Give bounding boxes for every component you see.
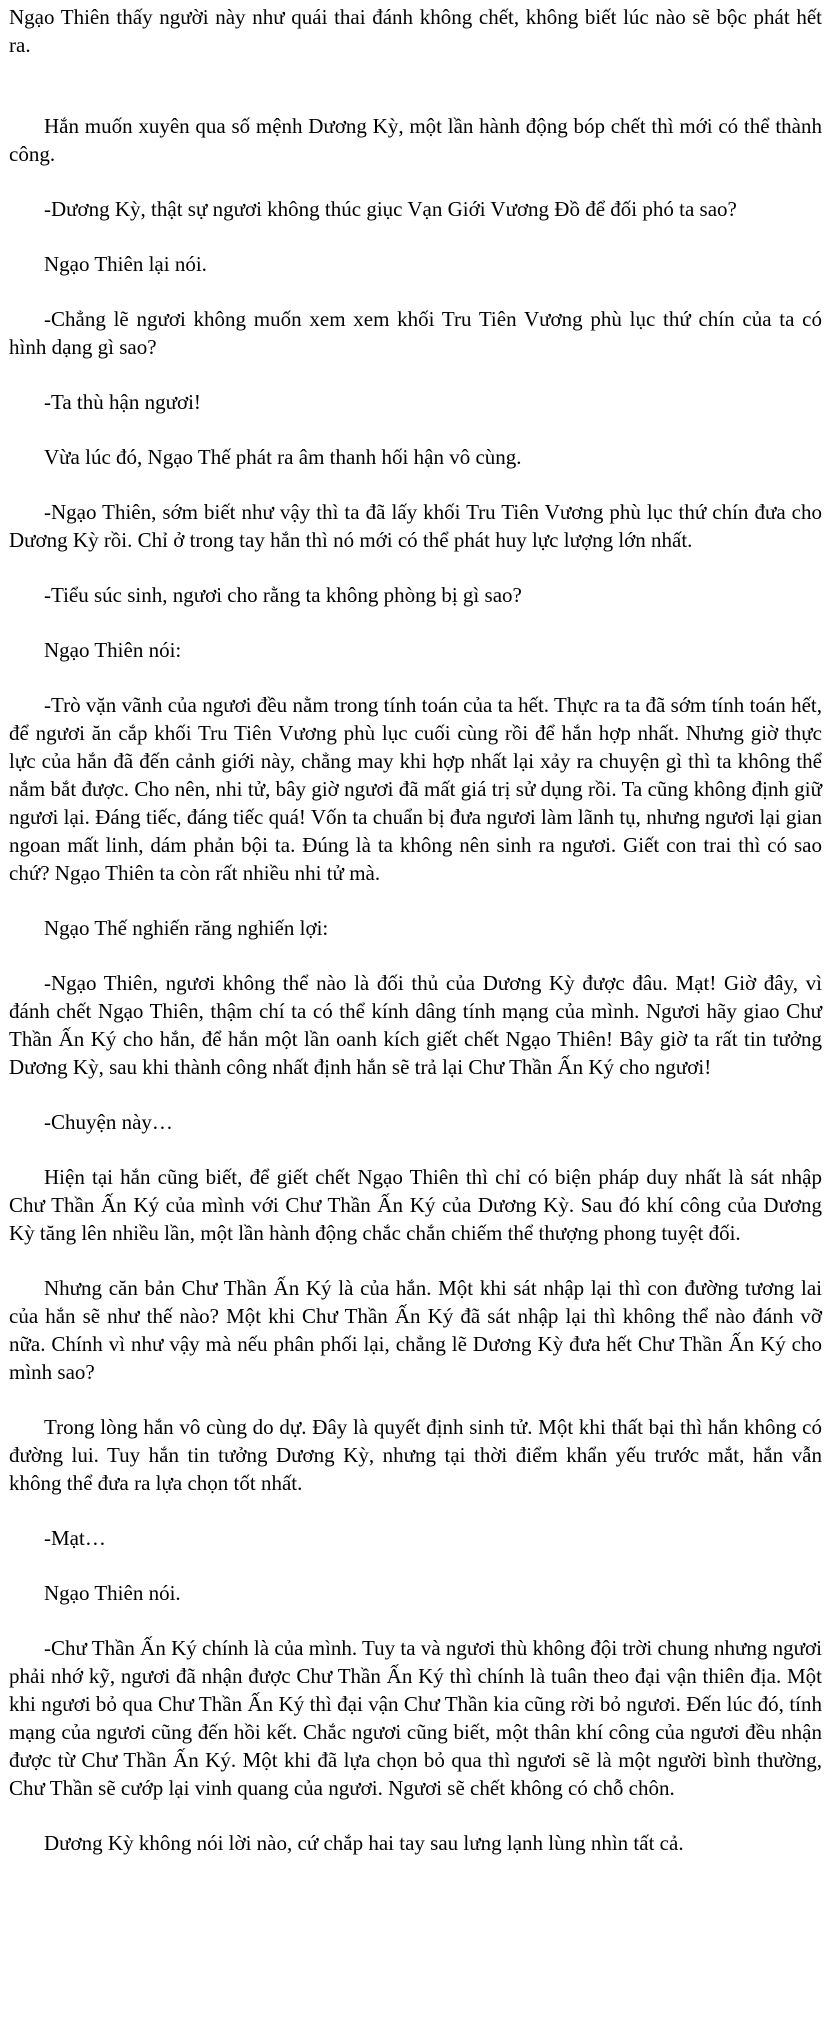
paragraph-1: Ngạo Thiên thấy người này như quái thai đánh không chết, không biết lúc nào sẽ bộc phát hết ra. — [9, 5, 822, 57]
paragraph-16: Nhưng căn bản Chư Thần Ấn Ký là của hắn. Một khi sát nhập lại thì con đường tương lai của hắn sẽ như thế nào? Một khi Chư Thần Ấn Ký đã sát nhập lại thì không thể nào đánh vỡ nữa. Chính vì như vậy mà nếu phân phối lại, chẳng lẽ Dương Kỳ đưa hết Chư Thần Ấn Ký cho mình sao? — [9, 1276, 822, 1384]
paragraph-10: Ngạo Thiên nói: — [44, 638, 182, 662]
chapter-text — [9, 3, 822, 1857]
paragraph-3: -Dương Kỳ, thật sự ngươi không thúc giục Vạn Giới Vương Đồ để đối phó ta sao? — [44, 197, 737, 221]
paragraph-13: -Ngạo Thiên, ngươi không thể nào là đối thủ của Dương Kỳ được đâu. Mạt! Giờ đây, vì đánh chết Ngạo Thiên, thậm chí ta có thể kính dâng tính mạng của mình. Ngươi hãy giao Chư Thần Ấn Ký cho hắn, để hắn một lần oanh kích giết chết Ngạo Thiên! Bây giờ ta rất tin tưởng Dương Kỳ, sau khi thành công nhất định hắn sẽ trả lại Chư Thần Ấn Ký cho ngươi! — [9, 971, 822, 1079]
paragraph-20: -Chư Thần Ấn Ký chính là của mình. Tuy ta và ngươi thù không đội trời chung nhưng ngươi phải nhớ kỹ, ngươi đã nhận được Chư Thần Ấn Ký thì chính là tuân theo đại vận thiên địa. Một khi ngươi bỏ qua Chư Thần Ấn Ký thì đại vận Chư Thần kia cũng rời bỏ ngươi. Đến lúc đó, tính mạng của ngươi cũng đến hồi kết. Chắc ngươi cũng biết, một thân khí công của ngươi đều nhận được từ Chư Thần Ấn Ký. Một khi đã lựa chọn bỏ qua thì ngươi sẽ là một người bình thường, Chư Thần sẽ cướp lại vinh quang của ngươi. Ngươi sẽ chết không có chỗ chôn. — [9, 1636, 822, 1800]
paragraph-4: Ngạo Thiên lại nói. — [44, 252, 207, 276]
paragraph-12: Ngạo Thế nghiến răng nghiến lợi: — [44, 916, 329, 940]
paragraph-17: Trong lòng hắn vô cùng do dự. Đây là quyết định sinh tử. Một khi thất bại thì hắn không có đường lui. Tuy hắn tin tưởng Dương Kỳ, nhưng tại thời điểm khẩn yếu trước mắt, hắn vẫn không thể đưa ra lựa chọn tốt nhất. — [9, 1415, 822, 1495]
paragraph-6: -Ta thù hận ngươi! — [44, 390, 201, 414]
paragraph-8: -Ngạo Thiên, sớm biết như vậy thì ta đã lấy khối Tru Tiên Vương phù lục thứ chín đưa cho Dương Kỳ rồi. Chỉ ở trong tay hắn thì nó mới có thể phát huy lực lượng lớn nhất. — [9, 500, 822, 552]
paragraph-19: Ngạo Thiên nói. — [44, 1581, 181, 1605]
paragraph-18: -Mạt… — [44, 1526, 106, 1550]
paragraph-14: -Chuyện này… — [44, 1110, 173, 1134]
paragraph-5: -Chẳng lẽ ngươi không muốn xem xem khối Tru Tiên Vương phù lục thứ chín của ta có hình dạng gì sao? — [9, 307, 822, 359]
paragraph-9: -Tiểu súc sinh, ngươi cho rằng ta không phòng bị gì sao? — [44, 583, 522, 607]
paragraph-21: Dương Kỳ không nói lời nào, cứ chắp hai tay sau lưng lạnh lùng nhìn tất cả. — [44, 1831, 684, 1855]
paragraph-2: Hắn muốn xuyên qua số mệnh Dương Kỳ, một lần hành động bóp chết thì mới có thể thành công. — [9, 114, 822, 166]
paragraph-15: Hiện tại hắn cũng biết, để giết chết Ngạo Thiên thì chỉ có biện pháp duy nhất là sát nhập Chư Thần Ấn Ký của mình với Chư Thần Ấn Ký của Dương Kỳ. Sau đó khí công của Dương Kỳ tăng lên nhiều lần, một lần hành động chắc chắn chiếm thể thượng phong tuyệt đối. — [9, 1165, 822, 1245]
paragraph-11: -Trò vặn vãnh của ngươi đều nằm trong tính toán của ta hết. Thực ra ta đã sớm tính toán hết, để ngươi ăn cắp khối Tru Tiên Vương phù lục cuối cùng rồi để hắn hợp nhất. Nhưng giờ thực lực của hắn đã đến cảnh giới này, chẳng may khi hợp nhất lại xảy ra chuyện gì thì ta không thể nắm bắt được. Cho nên, nhi tử, bây giờ ngươi đã mất giá trị sử dụng rồi. Ta cũng không định giữ ngươi lại. Đáng tiếc, đáng tiếc quá! Vốn ta chuẩn bị đưa ngươi làm lãnh tụ, nhưng ngươi lại gian ngoan mất linh, dám phản bội ta. Đúng là ta không nên sinh ra ngươi. Giết con trai thì có sao chứ? Ngạo Thiên ta còn rất nhiều nhi tử mà. — [9, 693, 822, 885]
paragraph-7: Vừa lúc đó, Ngạo Thế phát ra âm thanh hối hận vô cùng. — [44, 445, 522, 469]
